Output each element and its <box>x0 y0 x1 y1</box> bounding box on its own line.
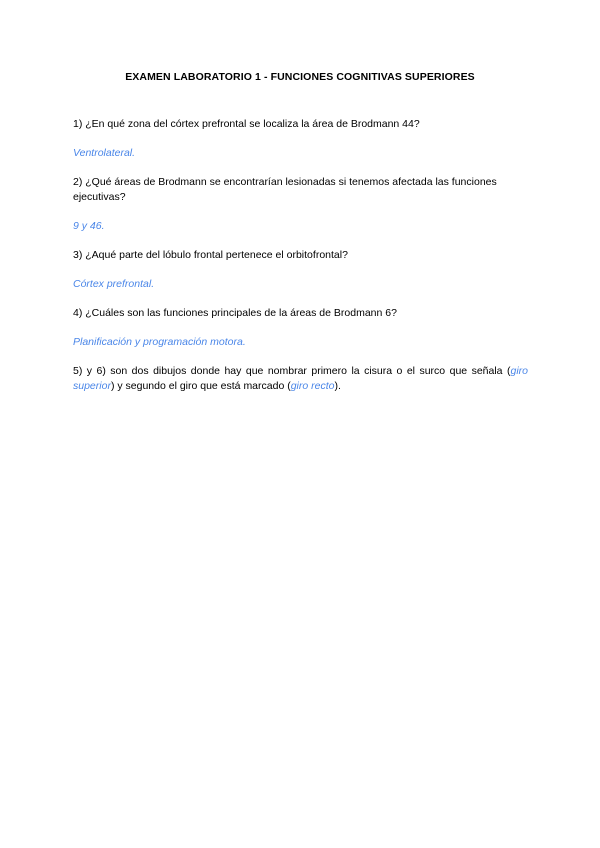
answer-6-inline: giro recto <box>290 380 335 392</box>
question-5-text-2: ) y segundo el giro que está marcado ( <box>110 380 291 392</box>
question-5-text-1: 5) y 6) son dos dibujos donde hay que nombrar primero la cisura o el surco que señala ( <box>73 365 511 377</box>
question-3: 3) ¿Aqué parte del lóbulo frontal pertenece el orbitofrontal? <box>73 249 348 261</box>
document-body <box>73 117 528 394</box>
question-4: 4) ¿Cuáles son las funciones principales de la áreas de Brodmann 6? <box>73 307 397 319</box>
answer-1: Ventrolateral. <box>73 147 136 159</box>
question-2: 2) ¿Qué áreas de Brodmann se encontrarían lesionadas si tenemos afectada las funciones ejecutivas? <box>73 176 497 203</box>
question-1: 1) ¿En qué zona del córtex prefrontal se localiza la área de Brodmann 44? <box>73 118 420 130</box>
question-5-6 <box>73 364 528 394</box>
answer-2: 9 y 46. <box>73 220 105 232</box>
answer-3: Córtex prefrontal. <box>73 278 155 290</box>
answer-5-inline: giro superior <box>73 365 528 392</box>
question-5-text-3: ). <box>334 380 341 392</box>
answer-4: Planificación y programación motora. <box>73 336 246 348</box>
document-title: EXAMEN LABORATORIO 1 - FUNCIONES COGNITIVAS SUPERIORES <box>125 71 475 83</box>
